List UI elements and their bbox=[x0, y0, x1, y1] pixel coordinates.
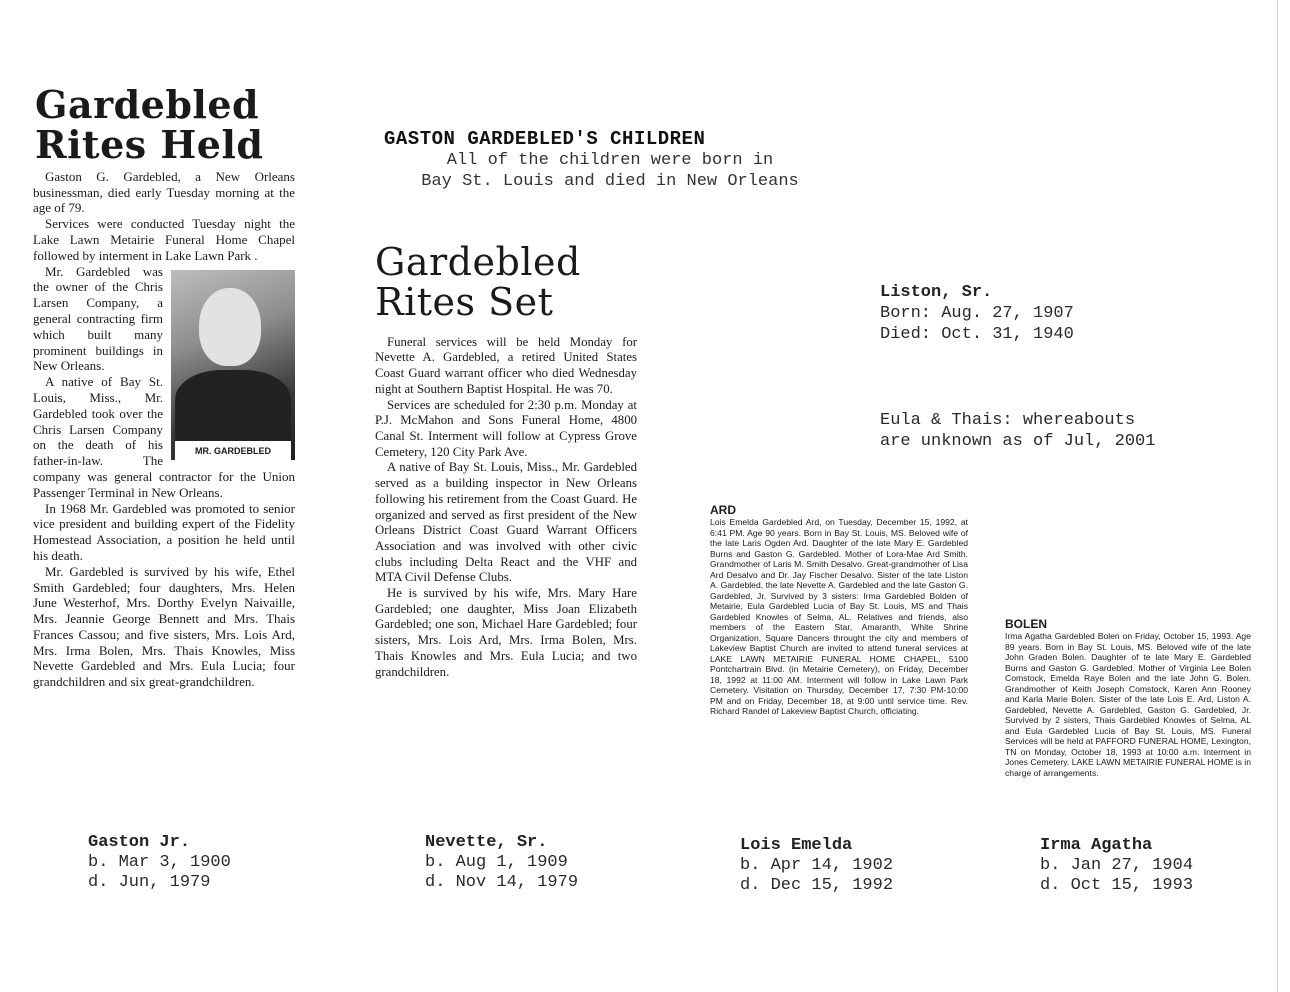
page-title: GASTON GARDEBLED'S CHILDREN bbox=[384, 128, 706, 150]
child-born: b. Aug 1, 1909 bbox=[425, 853, 568, 872]
portrait-face bbox=[199, 288, 261, 366]
liston-born: Born: Aug. 27, 1907 bbox=[880, 304, 1074, 323]
notice-surname: ARD bbox=[710, 503, 736, 517]
paragraph: Mr. Gardebled was the owner of the Chris Larsen Company, a general contracting firm which built many prominent buildings in New Orleans. bbox=[33, 263, 163, 374]
eula-thais-line-2: are unknown as of Jul, 2001 bbox=[880, 432, 1156, 451]
paragraph: Gaston G. Gardebled, a New Orleans businessman, died early Tuesday morning at the age of 79. bbox=[33, 168, 295, 216]
notice-text: Irma Agatha Gardebled Bolen on Friday, October 15, 1993. Age 89 years. Born in Bay St. Louis, MS. Beloved wife of the late John Graden Bolen. Daughter of te late Mary E. Gardebled Burns and Gaston G. Gardebled. Mother of Virginia Lee Bolen Comstock, Emelda Raye Bolen and the late John G. Bolen. Grandmother of Keith Joseph Comstock, Karen Ann Rooney and Karla Marie Bolen. Sister of the late Lois E. Ard, Liston A. Gardebled, Nevette A. Gardebled, Gaston G. Gardebled, Jr. Survived by 2 sisters, Thais Gardebled Knowles of Selma, AL and Eula Gardebled Lucia of Bay St. Louis, MS. Funeral Services will be held at PAFFORD FUNERAL HOME, Lexington, TN on Monday, October 18, 1993 at 10:00 a.m. Interment in Jones Cemetery. LAKE LAWN METAIRIE FUNERAL HOME is in charge of arrangements. bbox=[1005, 631, 1251, 778]
paragraph: Services were conducted Tuesday night the Lake Lawn Metairie Funeral Home Chapel followed by interment in Lake Lawn Park . bbox=[33, 216, 295, 263]
child-caption-gaston bbox=[88, 833, 231, 893]
child-died: d. Dec 15, 1992 bbox=[740, 876, 894, 895]
headline-line-2: Rites Set bbox=[375, 279, 554, 324]
headline-line-2: Rites Held bbox=[35, 121, 264, 167]
child-died: d. Oct 15, 1993 bbox=[1040, 876, 1194, 895]
liston-name: Liston, Sr. bbox=[880, 283, 993, 302]
child-born: b. Jan 27, 1904 bbox=[1040, 856, 1194, 875]
child-name: Nevette, Sr. bbox=[425, 833, 548, 852]
clipping-ard-notice bbox=[710, 503, 968, 717]
clipping-nevette-obituary bbox=[375, 240, 637, 680]
paragraph: In 1968 Mr. Gardebled was promoted to senior vice president and building expert of the Fidelity Homestead Association, a position he held until his death. bbox=[33, 500, 295, 563]
child-name: Irma Agatha bbox=[1040, 836, 1153, 855]
clipping-headline bbox=[375, 240, 637, 324]
headline-line-1: Gardebled bbox=[35, 82, 260, 127]
child-name: Lois Emelda bbox=[740, 836, 853, 855]
child-born: b. Mar 3, 1900 bbox=[88, 853, 231, 872]
paragraph: Funeral services will be held Monday for Nevette A. Gardebled, a retired United States Coast Guard warrant officer who died Wednesday night at Southern Baptist Hospital. He was 70. bbox=[375, 334, 637, 396]
notice-text: Lois Emelda Gardebled Ard, on Tuesday, December 15, 1992, at 6:41 PM. Age 90 years. Born in Bay St. Louis, MS. Beloved wife of the late Laris Ogden Ard. Daughter of the late Mary E. Gardebled Burns and Gaston G. Gardebled. Mother of Lora-Mae Ard Smith. Grandmother of Laris M. Smith Desalvo. Great-grandmother of Lisa Ard Desalvo and Dr. Jay Fischer Desalvo. Sister of the late Liston A. Gardebled, the late Nevette A. Gardebled and the late Gaston G. Gardebled, Jr. Survived by 3 sisters: Irma Gardebled Bolden of Metairie, Eula Gardebled Lucia of Bay St. Louis, MS and Thais Gardebled Knowles of Selma, AL. Relatives and friends, also members of the Eastern Star, Amaranth, White Shrine Organization, Square Dancers throught the city and members of Lakeview Baptist Church are invited to attend funeral services at LAKE LAWN METAIRIE FUNERAL HOME CHAPEL, 5100 Pontchartrain Blvd. (in Metairie Cemetery), on Friday, December 18, 1992 at 11:00 AM. Interment will follow in Lake Lawn Park Cemetery. Visitation on Thursday, December 17, 7:30 PM-10:00 PM and on Friday, December 18, at 9:00 until service time. Rev. Richard Randel of Lakeview Baptist Church, officiating. bbox=[710, 517, 968, 716]
paragraph: A native of Bay St. Louis, Miss., Mr. Gardebled served as a building inspector in New Orleans following his retirement from the Coast Guard. He organized and served as first president of the New Orleans District Coast Guard Warrant Officers Association and was involved with other civic clubs including Delta React and the VHF and MTA Civil Defense Clubs. bbox=[375, 460, 637, 585]
page-header bbox=[380, 128, 840, 192]
child-born: b. Apr 14, 1902 bbox=[740, 856, 894, 875]
clipping-bolen-notice bbox=[1005, 617, 1251, 778]
child-caption-irma bbox=[1040, 836, 1193, 896]
headline-line-1: Gardebled bbox=[375, 240, 581, 284]
notice-surname: BOLEN bbox=[1005, 617, 1047, 631]
portrait-photo bbox=[171, 270, 295, 460]
paragraph: Mr. Gardebled is survived by his wife, Ethel Smith Gardebled; four daughters, Mrs. Helen June Westerhof, Mrs. Dorthy Evelyn Naivaille, Mrs. Jeannie George Bennett and Mrs. Thais Frances Cassou; and five sisters, Mrs. Lois Ard, Mrs. Irma Bolen, Mrs. Thais Knowles, Miss Nevette Gardebled and Mrs. Eula Lucia; four grandchildren and six great-grandchildren. bbox=[33, 563, 295, 690]
child-caption-nevette bbox=[425, 833, 578, 893]
liston-died: Died: Oct. 31, 1940 bbox=[880, 325, 1074, 344]
child-name: Gaston Jr. bbox=[88, 833, 191, 852]
photo-caption: MR. GARDEBLED bbox=[175, 441, 291, 460]
clipping-headline bbox=[35, 82, 295, 167]
clipping-gaston-obituary bbox=[33, 82, 295, 690]
page-subtitle-line-2: Bay St. Louis and died in New Orleans bbox=[421, 172, 799, 191]
paragraph: A native of Bay St. Louis, Miss., Mr. Gardebled took over the Chris Larsen Company on the death of his father-in-law. The company was general contractor for the Union Passenger Terminal in New Orleans. bbox=[33, 374, 295, 500]
paragraph: He is survived by his wife, Mrs. Mary Hare Gardebled; one daughter, Miss Joan Elizabeth Gardebled; one son, Michael Hare Gardebled; four sisters, Mrs. Lois Ard, Mrs. Irma Bolen, Mrs. Thais Knowles and Mrs. Eula Lucia; and two grandchildren. bbox=[375, 586, 637, 679]
clipping-body bbox=[375, 335, 637, 680]
liston-note bbox=[880, 282, 1074, 345]
portrait-suit bbox=[175, 370, 291, 444]
page-edge-line bbox=[1277, 0, 1278, 992]
child-caption-lois bbox=[740, 836, 893, 896]
child-died: d. Nov 14, 1979 bbox=[425, 873, 579, 892]
clipping-body bbox=[33, 169, 295, 690]
page-subtitle-line-1: All of the children were born in bbox=[446, 151, 774, 170]
child-died: d. Jun, 1979 bbox=[88, 873, 211, 892]
paragraph: Services are scheduled for 2:30 p.m. Monday at P.J. McMahon and Sons Funeral Home, 4800 Canal St. Interment will follow at Cypress Grove Cemetery, 120 City Park Ave. bbox=[375, 397, 637, 459]
eula-thais-line-1: Eula & Thais: whereabouts bbox=[880, 411, 1136, 430]
eula-thais-note bbox=[880, 410, 1155, 452]
